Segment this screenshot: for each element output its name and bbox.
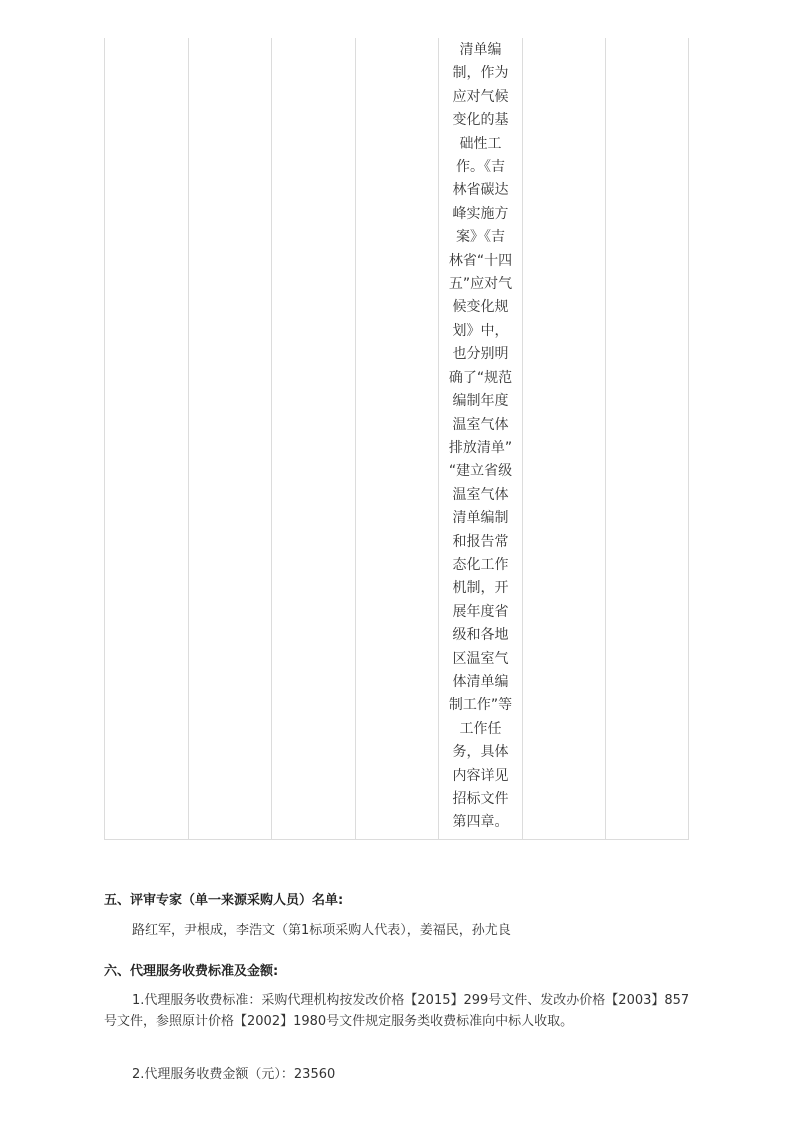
cell-line: 划》中， <box>452 322 509 339</box>
results-table <box>104 38 689 840</box>
cell-line: 机制，开 <box>452 580 509 597</box>
cell-line: 变化的基 <box>452 112 509 129</box>
section5-heading: 五、评审专家（单一来源采购人员）名单: <box>104 893 344 908</box>
cell-line: 温室气体 <box>452 486 509 503</box>
cell-line: 态化工作 <box>452 556 509 573</box>
cell-line: 排放清单” <box>448 439 513 456</box>
cell-line: 作。《吉 <box>456 159 505 176</box>
cell-line: 级和各地 <box>452 627 509 644</box>
cell-line: 区温室气 <box>452 650 509 667</box>
cell-line: 清单编 <box>459 42 502 58</box>
cell-line: 峰实施方 <box>452 205 509 222</box>
cell-line: 础性工 <box>459 135 502 152</box>
cell-line: 体清单编 <box>452 673 509 690</box>
cell-line: 清单编制 <box>452 510 509 527</box>
cell-line: 招标文件 <box>452 791 509 807</box>
table-column-2 <box>188 38 271 839</box>
cell-line: 五”应对气 <box>448 276 513 293</box>
cell-line: 编制年度 <box>452 393 509 410</box>
cell-line: 第四章。 <box>452 814 509 831</box>
table-column-6 <box>522 38 605 839</box>
cell-line: “建立省级 <box>448 463 513 480</box>
table-column-3 <box>271 38 355 839</box>
cell-line: 和报告常 <box>452 533 509 550</box>
project-description-cell <box>439 38 522 835</box>
fee-standard: 1.代理服务收费标准：采购代理机构按发改价格【2015】299号文件、发改办价格【2003】857号文件，参照原计价格【2002】1980号文件规定服务类收费标准向中标人收取。 <box>104 993 690 1029</box>
cell-line: 应对气候 <box>452 88 509 105</box>
cell-line: 制工作”等 <box>448 697 513 714</box>
cell-line: 也分别明 <box>452 346 509 363</box>
cell-line: 展年度省 <box>452 603 509 620</box>
cell-line: 温室气体 <box>452 416 509 433</box>
cell-line: 工作任 <box>459 720 502 737</box>
table-column-5 <box>438 38 522 839</box>
cell-line: 林省碳达 <box>452 182 509 199</box>
fee-amount: 2.代理服务收费金额（元）：23560 <box>132 1067 336 1082</box>
cell-line: 林省“十四 <box>448 252 513 269</box>
table-column-7 <box>605 38 689 839</box>
section6-heading: 六、代理服务收费标准及金额: <box>104 964 279 979</box>
table-column-1 <box>104 38 188 839</box>
cell-line: 务，具体 <box>452 744 509 761</box>
cell-line: 确了“规范 <box>448 369 513 386</box>
table-column-4 <box>355 38 438 839</box>
expert-list: 路红军，尹根成，李浩文（第1标项采购人代表），姜福民，孙尤良 <box>132 923 511 938</box>
cell-line: 案》《吉 <box>456 229 505 246</box>
cell-line: 制，作为 <box>452 65 509 82</box>
cell-line: 候变化规 <box>452 299 509 316</box>
cell-line: 内容详见 <box>452 767 509 784</box>
